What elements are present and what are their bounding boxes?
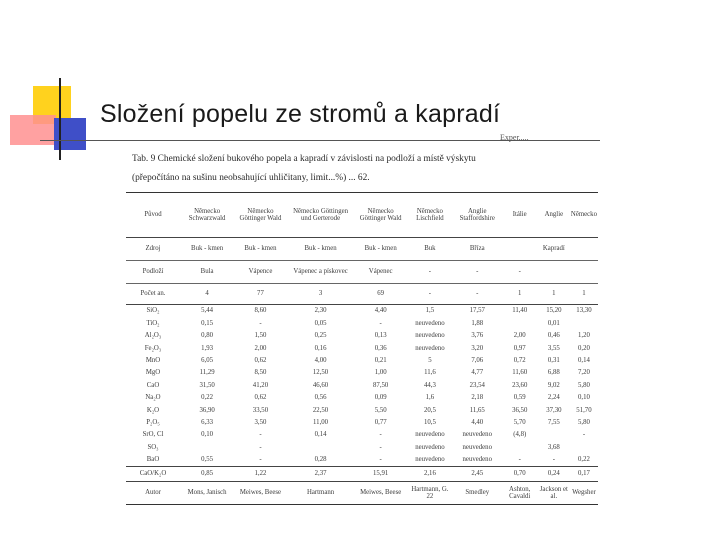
table-cell: 0,55 — [201, 456, 214, 464]
row-label-cell: P₂O₅ — [146, 419, 160, 426]
table-cell: 6,05 — [201, 357, 214, 365]
row-label-cell: SO₃ — [147, 443, 159, 451]
table-cell: Meiwes, Beese — [354, 482, 407, 505]
table-cell — [180, 441, 234, 453]
table-cell: 0,25 — [314, 332, 327, 340]
table-cell: Mons, Janisch — [180, 482, 234, 505]
scan-header-fragment: Exper..... — [500, 133, 529, 142]
table-cell: 1,88 — [471, 319, 484, 327]
table-cell: 0,46 — [547, 332, 560, 340]
table-row — [126, 355, 598, 367]
table-cell: 11,65 — [469, 406, 485, 414]
table-cell: - — [407, 284, 453, 305]
table-cell: - — [518, 456, 521, 464]
table-cell: 4,40 — [374, 307, 387, 315]
table-row — [126, 454, 598, 467]
table-cell: 36,90 — [199, 406, 215, 414]
table-cell — [570, 261, 598, 284]
table-cell: 1,00 — [374, 369, 387, 377]
table-cell: 0,70 — [502, 467, 538, 482]
table-row — [126, 404, 598, 416]
caption-line-2: (přepočítáno na sušinu neobsahující uhličitany, limit...%) ... 62. — [132, 173, 370, 183]
table-cell: 4,77 — [471, 369, 484, 377]
table-cell: Anglie Staffordshire — [453, 193, 502, 238]
table-cell: 69 — [354, 284, 407, 305]
row-label-cell: Autor — [126, 482, 180, 505]
table-cell — [502, 238, 538, 261]
table-cell: 6,33 — [201, 419, 214, 426]
table-cell: 37,30 — [546, 406, 562, 414]
table-cell: 0,21 — [374, 357, 387, 365]
table-cell: - — [453, 261, 502, 284]
row-label-cell: CaO/K₂O — [126, 467, 180, 482]
table-cell: 11,6 — [424, 369, 436, 377]
table-cell: 23,60 — [512, 381, 528, 389]
table-cell: Buk - kmen — [234, 238, 287, 261]
table-cell: 11,60 — [512, 369, 528, 377]
table-cell: Hartmann, G. 22 — [407, 482, 453, 505]
table-header-row — [126, 193, 598, 238]
table-cell: - — [259, 431, 262, 439]
table-cell: 0,13 — [374, 332, 387, 340]
table-cell: Německo Göttingen und Gerterode — [287, 193, 355, 238]
table-cell: - — [453, 284, 502, 305]
table-row — [126, 379, 598, 391]
table-cell: 33,50 — [252, 406, 269, 414]
table-cell: 0,56 — [314, 394, 327, 402]
table-cell: neuvedeno — [415, 431, 445, 439]
table-cell: Německo Göttinger Wald — [234, 193, 287, 238]
table-cell: - — [582, 431, 586, 439]
row-label-cell: BaO — [146, 456, 160, 464]
table-row — [126, 330, 598, 342]
row-label-cell: K₂O — [146, 406, 160, 414]
table-cell: 15,91 — [354, 467, 407, 482]
row-autor — [126, 482, 598, 505]
table-cell: 0,72 — [513, 357, 526, 365]
table-cell: 11,29 — [199, 369, 215, 377]
row-label-cell: SiO₂ — [146, 307, 160, 315]
table-cell: 0,15 — [201, 319, 214, 327]
row-label-cell: MnO — [145, 357, 161, 365]
table-cell: 8,60 — [254, 307, 267, 315]
row-label-cell: Al₂O₃ — [144, 332, 162, 340]
table-cell: 5,70 — [513, 419, 526, 426]
row-zdroj — [126, 238, 598, 261]
table-cell: 8,50 — [254, 369, 267, 377]
table-cell: 7,06 — [471, 357, 484, 365]
table-cell: 41,20 — [252, 381, 269, 389]
table-cell: 3 — [287, 284, 355, 305]
table-cell: (4,8) — [513, 431, 527, 439]
row-label-cell: Zdroj — [126, 238, 180, 261]
table-cell: 0,10 — [577, 394, 590, 402]
table-cell: - — [259, 319, 262, 327]
table-cell — [287, 441, 355, 453]
table-cell: 1,50 — [254, 332, 267, 340]
table-cell: 46,60 — [312, 381, 329, 389]
table-row — [126, 342, 598, 354]
table-cell: 4 — [180, 284, 234, 305]
ash-composition-table — [126, 192, 598, 505]
table-cell: Meiwes, Beese — [234, 482, 287, 505]
table-cell: neuvedeno — [415, 344, 445, 352]
table-cell: 5,50 — [374, 406, 387, 414]
table-cell: 0,97 — [513, 344, 526, 352]
table-cell: Bříza — [453, 238, 502, 261]
table-cell: 3,76 — [471, 332, 484, 340]
table-cell: 23,54 — [469, 381, 485, 389]
table-cell: 2,30 — [314, 307, 327, 315]
table-row — [126, 429, 598, 441]
row-pocet — [126, 284, 598, 305]
table-cell: Vápence — [234, 261, 287, 284]
table-cell: 5,80 — [577, 381, 590, 389]
table-cell: 11,40 — [512, 307, 528, 315]
table-cell: 51,70 — [576, 406, 592, 414]
table-cell: neuvedeno — [415, 319, 445, 327]
table-cell: 2,18 — [471, 394, 484, 402]
table-row — [126, 317, 598, 329]
table-cell: Vápenec a pískovec — [287, 261, 355, 284]
table-cell: - — [552, 456, 555, 464]
table-cell: 2,00 — [513, 332, 526, 340]
table-cell: 4,40 — [471, 419, 484, 426]
table-row — [126, 392, 598, 404]
table-cell: - — [259, 443, 262, 451]
table-cell: 5,80 — [577, 419, 590, 426]
table-cell: Smedley — [453, 482, 502, 505]
table-cell: 22,50 — [312, 406, 329, 414]
table-cell: 3,55 — [547, 344, 560, 352]
table-cell: - — [379, 443, 382, 451]
row-label-cell: MgO — [145, 369, 161, 377]
table-cell: - — [407, 261, 453, 284]
table-cell: 0,62 — [254, 357, 267, 365]
table-cell: Ashton, Cavaldi — [502, 482, 538, 505]
table-cell: 13,30 — [576, 307, 592, 315]
table-row — [126, 367, 598, 379]
table-cell: 17,57 — [469, 307, 485, 315]
table-cell: Jackson et al. — [538, 482, 570, 505]
table-cell: 0,85 — [180, 467, 234, 482]
table-cell — [570, 238, 598, 261]
table-cell: 0,20 — [577, 344, 590, 352]
table-cell: Buk - kmen — [287, 238, 355, 261]
table-cell: Německo Lischfield — [407, 193, 453, 238]
table-cell: 1 — [570, 284, 598, 305]
table-cell: Kapradí — [538, 238, 570, 261]
table-cell: 2,16 — [407, 467, 453, 482]
row-label-cell: Počet an. — [126, 284, 180, 305]
table-cell — [570, 317, 598, 329]
table-cell: neuvedeno — [462, 456, 492, 464]
row-podlozi — [126, 261, 598, 284]
row-label-cell: CaO — [146, 381, 160, 389]
table-cell: 7,20 — [577, 369, 590, 377]
table-cell: Hartmann — [287, 482, 355, 505]
table-cell: 1,22 — [234, 467, 287, 482]
table-cell: 7,55 — [547, 419, 560, 426]
table-cell: 20,5 — [423, 406, 436, 414]
table-cell: neuvedeno — [415, 456, 445, 464]
table-cell: 4,00 — [314, 357, 327, 365]
table-cell: neuvedeno — [462, 443, 492, 451]
table-cell: 2,37 — [287, 467, 355, 482]
table-cell: 9,02 — [547, 381, 560, 389]
table-cell: neuvedeno — [462, 431, 492, 439]
table-cell: - — [502, 261, 538, 284]
table-cell: 0,09 — [374, 394, 387, 402]
table-cell: 0,14 — [314, 431, 327, 439]
table-cell — [502, 317, 538, 329]
row-ratio — [126, 467, 598, 482]
table-cell: 1,5 — [425, 307, 435, 315]
table-cell: Německo Göttinger Wald — [354, 193, 407, 238]
table-cell: Anglie — [538, 193, 570, 238]
table-cell: 2,00 — [254, 344, 267, 352]
table-row — [126, 305, 598, 318]
table-cell: 0,80 — [201, 332, 214, 340]
caption-line-1: Tab. 9 Chemické složení bukového popela a kapradí v závislosti na podloží a místě výskytu — [132, 154, 476, 164]
table-cell: 36,50 — [512, 406, 528, 414]
table-cell: Vápenec — [354, 261, 407, 284]
table-cell: 5 — [428, 357, 432, 365]
table-cell: 10,5 — [423, 419, 436, 426]
table-cell: 5,44 — [201, 307, 214, 315]
table-cell: 0,22 — [201, 394, 214, 402]
table-cell: Německo Schwarzwald — [180, 193, 234, 238]
row-label-cell: SrO, Cl — [142, 431, 164, 439]
table-cell — [502, 441, 538, 453]
table-cell: 1 — [538, 284, 570, 305]
slide-title: Složení popelu ze stromů a kapradí — [100, 100, 501, 128]
table-cell: neuvedeno — [415, 332, 445, 340]
table-cell: Německo — [570, 193, 598, 238]
table-row — [126, 441, 598, 453]
table-caption — [110, 148, 598, 188]
table-cell: 1,6 — [425, 394, 435, 402]
table-cell: 0,28 — [314, 456, 327, 464]
table-cell: 0,17 — [570, 467, 598, 482]
table-cell: - — [379, 456, 382, 464]
table-cell: 31,50 — [199, 381, 215, 389]
table-cell: 3,20 — [471, 344, 484, 352]
table-cell: Buk - kmen — [354, 238, 407, 261]
table-cell — [570, 441, 598, 453]
table-cell: 1,93 — [201, 344, 214, 352]
table-cell: Itálie — [502, 193, 538, 238]
table-cell: 11,00 — [313, 419, 329, 426]
table-cell: 6,88 — [547, 369, 560, 377]
table-cell: 87,50 — [373, 381, 389, 389]
table-cell: 0,62 — [254, 394, 267, 402]
row-label-cell: Původ — [126, 193, 180, 238]
table-cell: 0,31 — [547, 357, 560, 365]
table-cell: 0,22 — [577, 456, 590, 464]
table-cell: 15,20 — [546, 307, 562, 315]
table-cell: 44,3 — [423, 381, 436, 389]
table-cell: - — [379, 431, 382, 439]
row-label-cell: Na₂O — [145, 394, 161, 402]
table-cell: 12,50 — [312, 369, 329, 377]
chemical-rows — [126, 305, 598, 467]
decor-vertical-line — [59, 78, 61, 160]
table-cell: 1 — [502, 284, 538, 305]
table-cell: 0,24 — [538, 467, 570, 482]
table-cell: 2,24 — [547, 394, 560, 402]
table-cell: - — [259, 456, 262, 464]
table-cell: 0,77 — [374, 419, 387, 426]
table-cell: 3,50 — [254, 419, 267, 426]
table-cell: 1,20 — [577, 332, 590, 340]
table-cell: Buk — [407, 238, 453, 261]
table-cell: 3,68 — [547, 443, 560, 451]
table-cell: Buk - kmen — [180, 238, 234, 261]
table-cell: 2,45 — [453, 467, 502, 482]
table-cell: 0,05 — [314, 319, 327, 327]
scanned-table-image — [110, 148, 598, 528]
row-label-cell: TiO₂ — [146, 319, 160, 327]
table-cell: 0,59 — [513, 394, 526, 402]
table-cell — [538, 429, 570, 441]
table-cell: neuvedeno — [415, 443, 445, 451]
table-cell: - — [379, 319, 382, 327]
row-label-cell: Podloží — [126, 261, 180, 284]
table-cell: 0,01 — [547, 319, 560, 327]
table-cell: Wegsher — [570, 482, 598, 505]
table-cell — [538, 261, 570, 284]
table-row — [126, 417, 598, 429]
table-cell: 0,14 — [577, 357, 590, 365]
table-cell: 77 — [234, 284, 287, 305]
table-cell: Bula — [180, 261, 234, 284]
table-cell: 0,10 — [201, 431, 214, 439]
table-cell: 0,16 — [314, 344, 327, 352]
row-label-cell: Fe₂O₃ — [144, 344, 162, 352]
table-cell: 0,36 — [374, 344, 387, 352]
